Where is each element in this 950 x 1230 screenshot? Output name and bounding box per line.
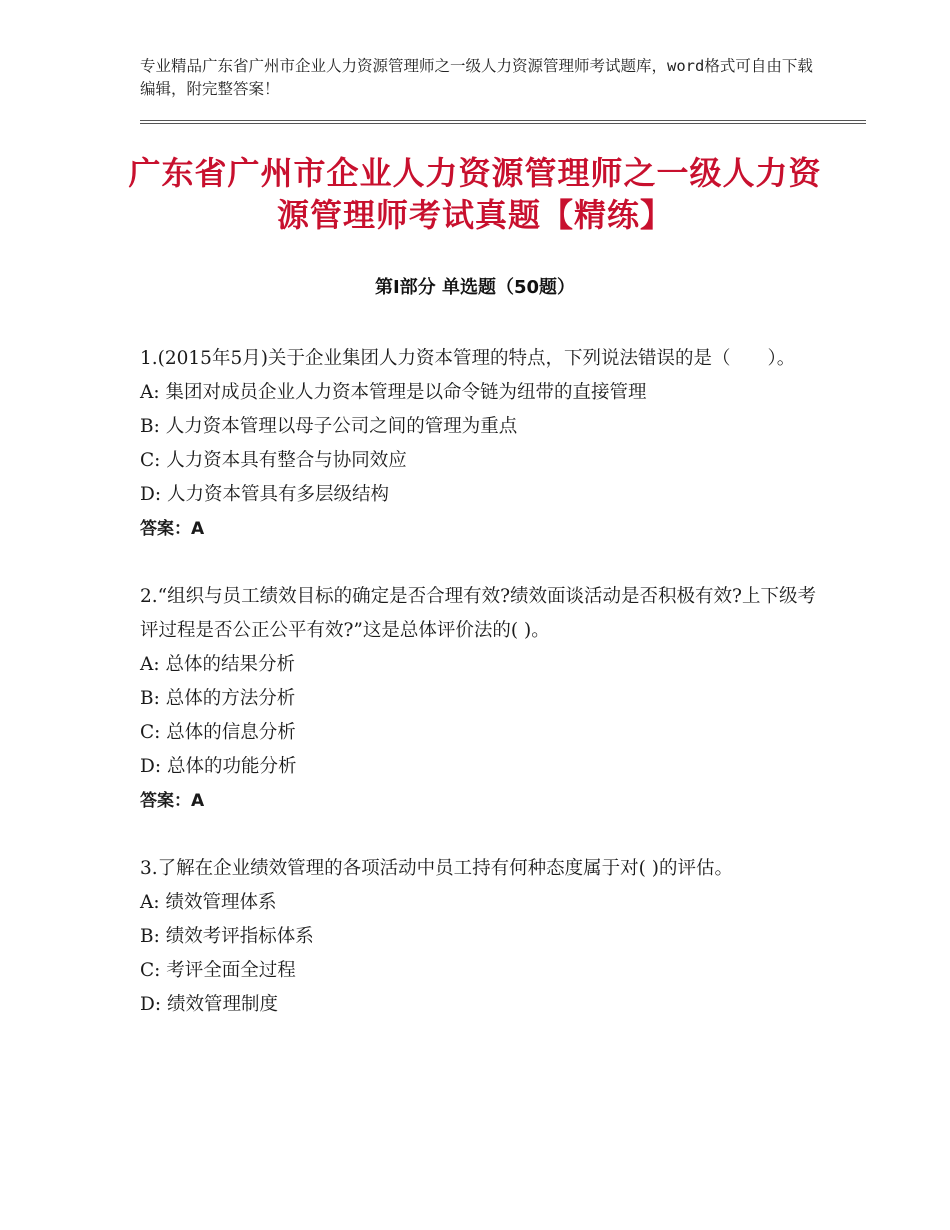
question-2 [140, 580, 820, 818]
option-d: D: 人力资本管具有多层级结构 [140, 484, 389, 505]
option-c: C: 人力资本具有整合与协同效应 [140, 450, 407, 471]
answer: 答案：A [140, 519, 205, 539]
header-divider [140, 120, 866, 126]
question-1 [140, 342, 820, 546]
question-stem: 2.“组织与员工绩效目标的确定是否合理有效?绩效面谈活动是否积极有效?上下级考评过程是否公正公平有效?”这是总体评价法的( )。 [140, 586, 816, 641]
option-d: D: 绩效管理制度 [140, 994, 278, 1015]
question-3 [140, 852, 820, 1022]
option-c: C: 总体的信息分析 [140, 722, 296, 743]
option-a: A: 集团对成员企业人力资本管理是以命令链为纽带的直接管理 [140, 382, 647, 403]
option-a: A: 绩效管理体系 [140, 892, 277, 913]
question-list [140, 342, 820, 1056]
option-b: B: 绩效考评指标体系 [140, 926, 314, 947]
question-stem: 3.了解在企业绩效管理的各项活动中员工持有何种态度属于对( )的评估。 [140, 858, 733, 879]
question-stem: 1.(2015年5月)关于企业集团人力资本管理的特点，下列说法错误的是（ ）。 [140, 348, 796, 369]
document-title: 广东省广州市企业人力资源管理师之一级人力资源管理师考试真题【精练】 [128, 154, 822, 234]
option-a: A: 总体的结果分析 [140, 654, 295, 675]
option-b: B: 人力资本管理以母子公司之间的管理为重点 [140, 416, 518, 437]
header-note: 专业精品广东省广州市企业人力资源管理师之一级人力资源管理师考试题库，word格式可自由下载编辑，附完整答案！ [140, 57, 813, 98]
option-d: D: 总体的功能分析 [140, 756, 297, 777]
section-heading: 第Ⅰ部分 单选题（50题） [374, 277, 575, 298]
option-c: C: 考评全面全过程 [140, 960, 296, 981]
answer: 答案：A [140, 791, 205, 811]
option-b: B: 总体的方法分析 [140, 688, 296, 709]
